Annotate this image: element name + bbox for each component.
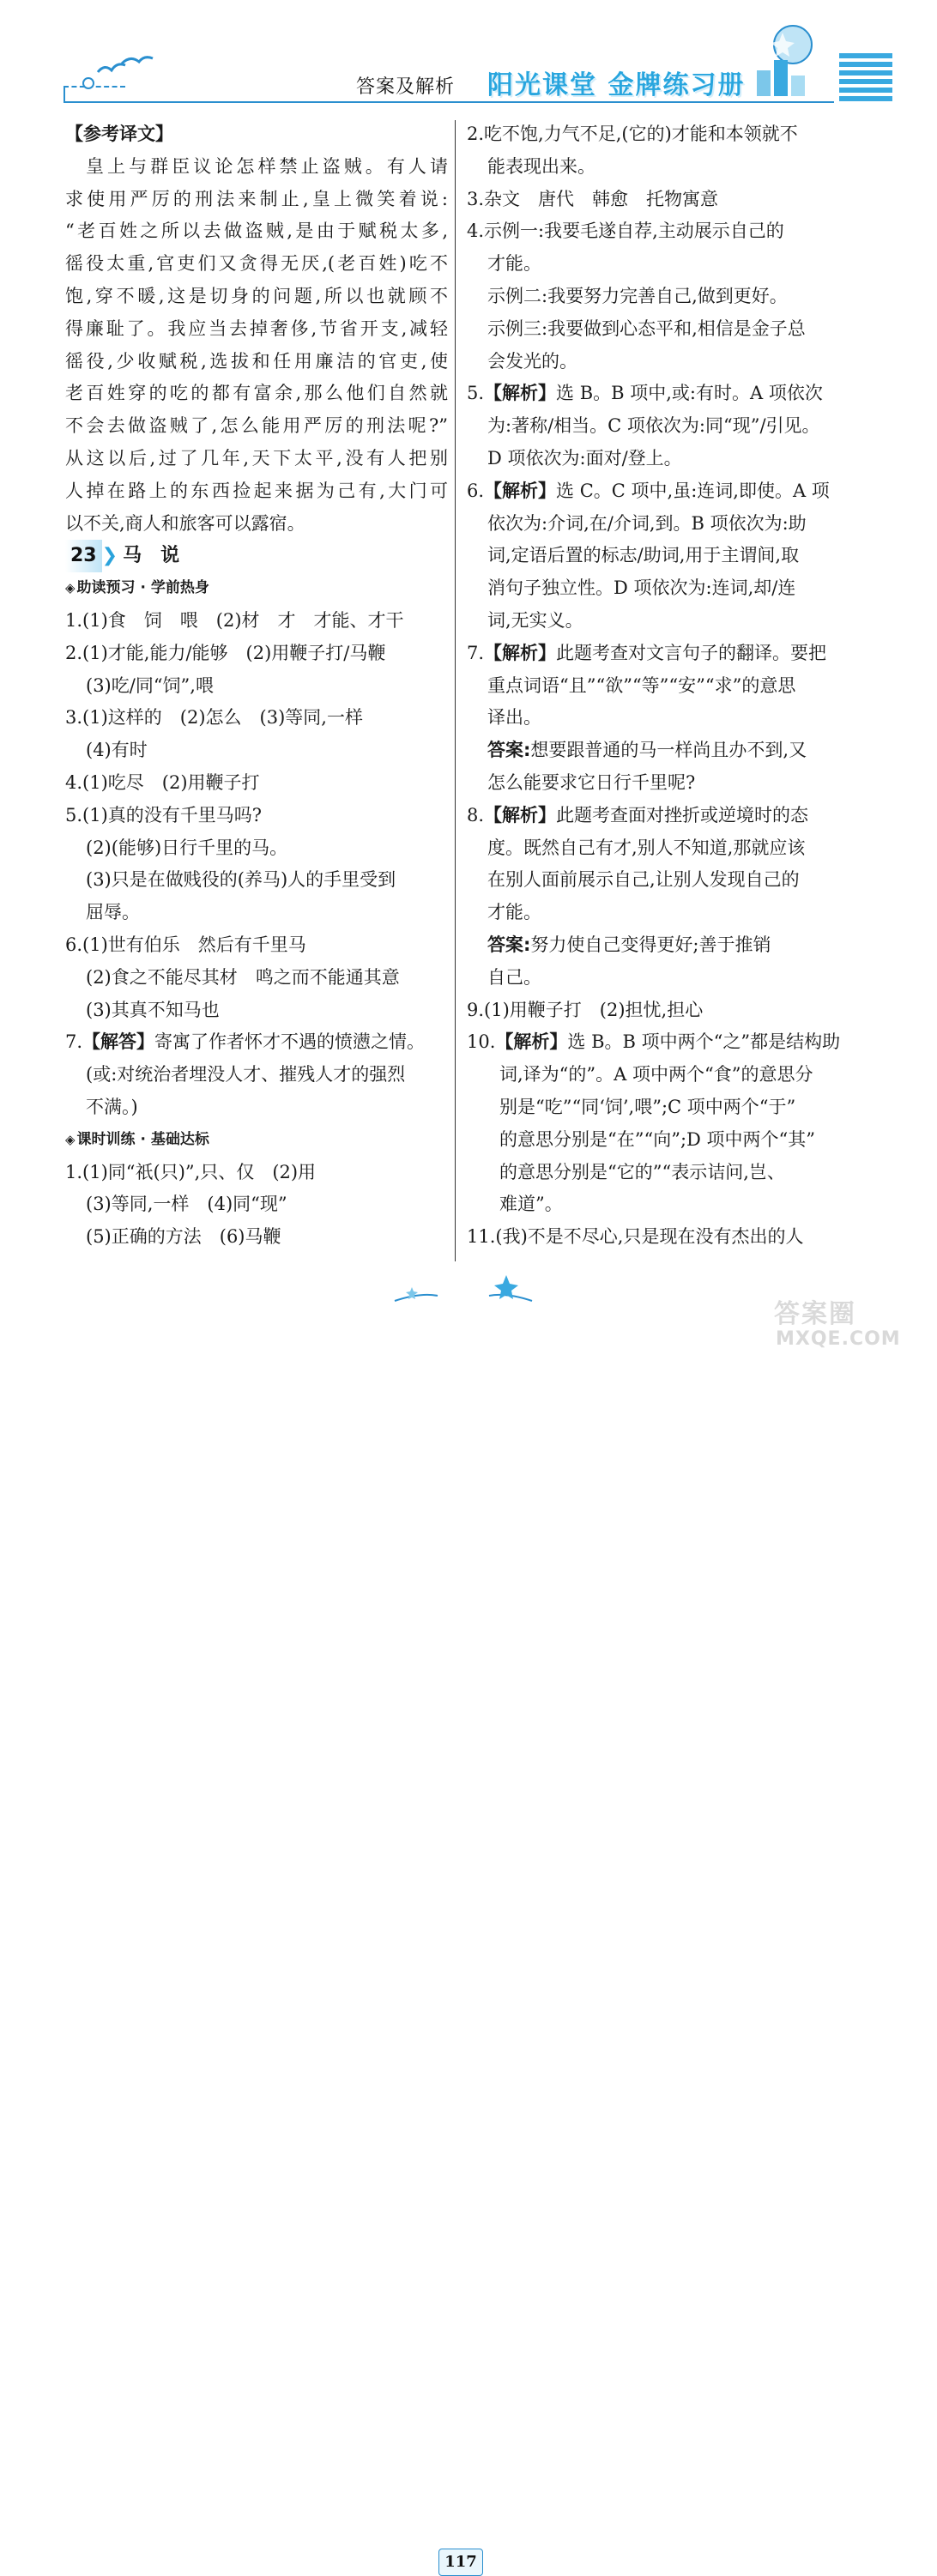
answer-line: 难道”。 (499, 1194, 563, 1215)
answer-tag: 【解答】 (82, 1031, 155, 1053)
answer-line: 自己。 (487, 966, 541, 988)
answer-line: 5.(1)真的没有千里马吗? (65, 804, 263, 825)
diamond-icon: ◈ (65, 580, 76, 596)
answer-line: 7.【解答】寄寓了作者怀才不遇的愤懑之情。 (65, 1031, 426, 1053)
subsection-heading: ◈ 课时训练 · 基础达标 (65, 1130, 209, 1148)
answer-line: 不满。) (86, 1096, 138, 1117)
answer-line: 6.(1)世有伯乐 然后有千里马 (65, 934, 306, 955)
answer-line: 4.示例一:我要毛遂自荐,主动展示自己的 (467, 221, 784, 242)
answer-line: (2)食之不能尽其材 鸣之而不能通其意 (86, 966, 400, 988)
answer-line: 答案:努力使自己变得更好;善于推销 (487, 934, 771, 955)
answer-line: 答案:想要跟普通的马一样尚且办不到,又 (487, 740, 807, 761)
analysis-tag: 【解析】 (495, 1031, 568, 1053)
answer-line: 译出。 (487, 707, 541, 729)
header-rule (63, 101, 834, 103)
answer-line: (5)正确的方法 (6)马鞭 (86, 1226, 281, 1248)
text-line: 饱,穿不暖,这是切身的问题,所以也就顾不 (65, 285, 448, 306)
answer-line: 示例三:我要做到心态平和,相信是金子总 (487, 317, 806, 339)
watermark-url: MXQE.COM (776, 1328, 901, 1350)
answer-line: 词,译为“的”。A 项中两个“食”的意思分 (499, 1064, 813, 1085)
answer-line: (3)等同,一样 (4)同“现” (86, 1194, 287, 1215)
text-line: 老百姓穿的吃的都有富余,那么他们自然就 (65, 383, 448, 404)
lesson-name: 马 说 (123, 545, 180, 567)
left-column (65, 118, 448, 1254)
text-line: 不会去做盗贼了,怎么能用严厉的刑法呢?” (65, 415, 448, 437)
analysis-tag: 【解析】 (484, 642, 557, 663)
answer-line: (3)其真不知马也 (86, 999, 220, 1020)
answer-line: 5.【解析】选 B。B 项中,或:有时。A 项依次 (467, 383, 823, 404)
answer-line: 1.(1)同“祇(只)”,只、仅 (2)用 (65, 1161, 317, 1182)
answer-line: (2)(能够)日行千里的马。 (86, 837, 288, 858)
right-column (467, 118, 853, 1254)
answer-line: 10.【解析】选 B。B 项中两个“之”都是结构助 (467, 1031, 841, 1053)
answer-line: (3)吃/同“饲”,喂 (86, 674, 214, 696)
column-divider (455, 120, 456, 1261)
answer-line: D 项依次为:面对/登上。 (487, 447, 682, 469)
answer-line: 依次为:介词,在/介词,到。B 项依次为:助 (487, 512, 807, 534)
subsection-heading: ◈ 助读预习 · 学前热身 (65, 579, 209, 597)
header-dot (82, 77, 94, 89)
arrow-icon: ❯ (101, 545, 118, 567)
lesson-number: 23 (65, 540, 102, 572)
answer-line: 8.【解析】此题考查面对挫折或逆境时的态 (467, 804, 809, 825)
answer-line: 7.【解析】此题考查对文言句子的翻译。要把 (467, 642, 827, 663)
analysis-tag: 【解析】 (484, 480, 557, 501)
answer-line: 9.(1)用鞭子打 (2)担忧,担心 (467, 999, 704, 1020)
header-stripes (839, 53, 892, 103)
text-line: 从这以后,过了几年,天下太平,没有人把别 (65, 447, 448, 469)
answer-line: 屈辱。 (86, 902, 140, 923)
text-line: 徭役太重,官吏们又贪得无厌,(老百姓)吃不 (65, 253, 448, 275)
birds-icon (96, 53, 156, 84)
answer-line: 会发光的。 (487, 350, 577, 372)
text-line: 皇上与群臣议论怎样禁止盗贼。有人请 (86, 155, 448, 177)
answer-line: 4.(1)吃尽 (2)用鞭子打 (65, 771, 260, 793)
text-line: 得廉耻了。我应当去掉奢侈,节省开支,减轻 (65, 317, 448, 339)
brand-title: 阳光课堂 金牌练习册 (487, 70, 746, 100)
section-heading: 【参考译文】 (65, 124, 173, 144)
answer-line: 示例二:我要努力完善自己,做到更好。 (487, 285, 788, 306)
answer-line: 6.【解析】选 C。C 项中,虽:连词,即使。A 项 (467, 480, 830, 501)
answer-line: 能表现出来。 (487, 155, 595, 177)
analysis-tag: 【解析】 (484, 804, 557, 825)
page-number: 117 (438, 2549, 483, 2576)
page-header (0, 0, 937, 120)
answer-line: 才能。 (487, 253, 541, 275)
answer-line: 3.(1)这样的 (2)怎么 (3)等同,一样 (65, 707, 363, 729)
answer-line: 2.吃不饱,力气不足,(它的)才能和本领就不 (467, 124, 798, 144)
text-line: 徭役,少收赋税,选拔和任用廉洁的官吏,使 (65, 350, 448, 372)
answer-line: (3)只是在做贱役的(养马)人的手里受到 (86, 869, 396, 891)
watermark-logo: 答案圈 (774, 1299, 856, 1329)
answer-line: 词,无实义。 (487, 609, 583, 631)
text-line: “老百姓之所以去做盗贼,是由于赋税太多, (65, 221, 448, 242)
answer-line: 才能。 (487, 902, 541, 923)
header-title: 答案及解析 (356, 76, 456, 98)
footer-ornament (378, 1270, 549, 1313)
text-line: 求使用严厉的刑法来制止,皇上微笑着说: (65, 188, 448, 209)
answer-label: 答案: (487, 934, 531, 955)
answer-line: 在别人面前展示自己,让别人发现自己的 (487, 869, 800, 891)
answer-line: (或:对统治者埋没人才、摧残人才的强烈 (86, 1064, 406, 1085)
answer-line: 度。既然自己有才,别人不知道,那就应该 (487, 837, 806, 858)
answer-line: 1.(1)食 饲 喂 (2)材 才 才能、才干 (65, 609, 404, 631)
answer-line: 别是“吃”“同‘饲’,喂”;C 项中两个“于” (499, 1096, 796, 1117)
header-decoration (63, 86, 125, 103)
globe-icon (748, 19, 825, 101)
answer-line: 词,定语后置的标志/助词,用于主谓间,取 (487, 545, 800, 566)
diamond-icon: ◈ (65, 1131, 76, 1147)
answer-line: 的意思分别是“在”“向”;D 项中两个“其” (499, 1128, 816, 1150)
answer-line: 消句子独立性。D 项依次为:连词,却/连 (487, 577, 796, 599)
answer-label: 答案: (487, 740, 531, 761)
answer-line: 3.杂文 唐代 韩愈 托物寓意 (467, 188, 719, 209)
answer-line: (4)有时 (86, 740, 148, 761)
answer-line: 的意思分别是“它的”“表示诘问,岂、 (499, 1161, 785, 1182)
answer-line: 重点词语“且”“欲”“等”“安”“求”的意思 (487, 674, 796, 696)
answer-line: 怎么能要求它日行千里呢? (487, 771, 696, 793)
text-line: 以不关,商人和旅客可以露宿。 (65, 512, 305, 534)
analysis-tag: 【解析】 (484, 383, 557, 404)
lesson-title (65, 540, 448, 572)
answer-line: 为:著称/相当。C 项依次为:同“现”/引见。 (487, 415, 820, 437)
text-line: 人掉在路上的东西捡起来据为己有,大门可 (65, 480, 448, 501)
answer-line: 2.(1)才能,能力/能够 (2)用鞭子打/马鞭 (65, 642, 386, 663)
answer-line: 11.(我)不是不尽心,只是现在没有杰出的人 (467, 1226, 804, 1248)
